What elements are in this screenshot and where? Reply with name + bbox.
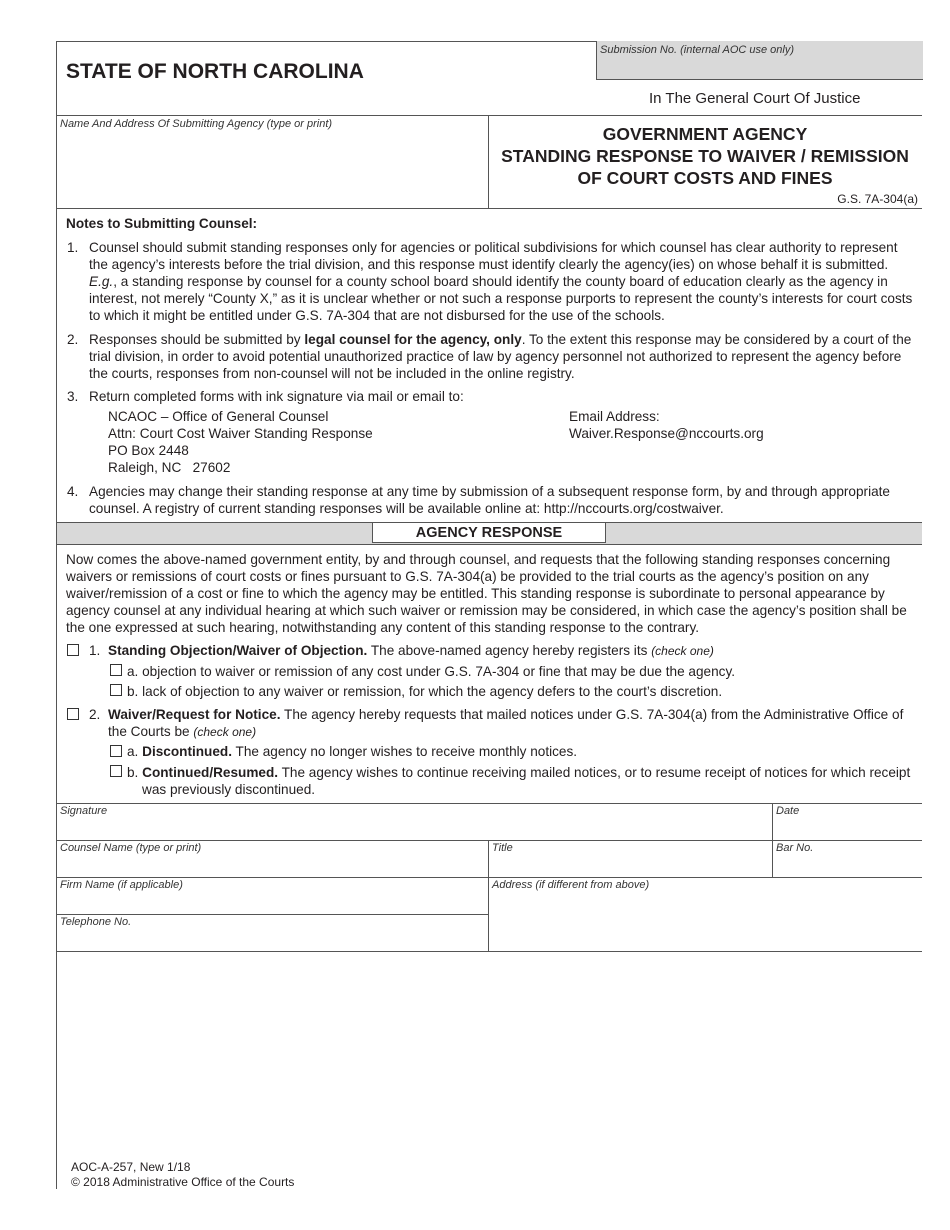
item-2a-prefix: a. (127, 744, 143, 759)
email-address: Waiver.Response@nccourts.org (569, 426, 764, 441)
left-border (56, 41, 57, 1189)
signature-field[interactable] (57, 804, 772, 840)
note-1-eg: E.g. (89, 274, 114, 289)
form-id: AOC-A-257, New 1/18 (71, 1160, 191, 1174)
address-label: Address (if different from above) (492, 879, 650, 891)
signature-label: Signature (60, 805, 108, 817)
mailing-address (108, 408, 373, 476)
item-1-checkbox[interactable] (67, 644, 79, 656)
address-line-4: Raleigh, NC 27602 (108, 460, 231, 475)
address-line-3: PO Box 2448 (108, 443, 189, 458)
item-2-heading: Waiver/Request for Notice. (108, 707, 281, 722)
item-1-heading: Standing Objection/Waiver of Objection. (108, 643, 368, 658)
submission-number-label: Submission No. (internal AOC use only) (600, 44, 795, 56)
item-1-number: 1. (89, 643, 101, 658)
item-1 (108, 642, 916, 660)
item-2b-checkbox[interactable] (110, 765, 122, 777)
note-2-text-b: . To the extent this response may be considered by a court of the trial division, in order to avoid potential unauthorized practice of law by agency personnel not authorized to represent the agency before the courts, responses from non-counsel will not be included in the online registry. (89, 332, 912, 381)
item-2-check-one: (check one) (193, 725, 257, 739)
agency-name-label: Name And Address Of Submitting Agency (type or print) (60, 118, 333, 130)
item-2-checkbox[interactable] (67, 708, 79, 720)
note-1-text-a: Counsel should submit standing responses only for agencies or political subdivisions for which counsel has clear authority to represent the agency’s interests before the trial division, and this response must identify clearly the agency(ies) on whose behalf it is submitted. (89, 240, 898, 272)
court-name: In The General Court Of Justice (649, 90, 861, 107)
note-2 (89, 331, 915, 382)
state-title: STATE OF NORTH CAROLINA (66, 60, 364, 83)
note-1 (89, 239, 915, 324)
item-2b-heading: Continued/Resumed. (142, 765, 279, 780)
title-label: Title (492, 842, 513, 854)
note-3: Return completed forms with ink signature via mail or email to: (89, 389, 464, 404)
item-2a-text: The agency no longer wishes to receive monthly notices. (232, 744, 578, 759)
form-title-line3: OF COURT COSTS AND FINES (577, 168, 833, 188)
note-4-number: 4. (67, 484, 79, 499)
item-2b-prefix: b. (127, 765, 143, 780)
email-block (569, 408, 764, 442)
item-1a-text: a. objection to waiver or remission of any cost under G.S. 7A-304 or fine that may be due the agency. (127, 664, 736, 679)
note-4: Agencies may change their standing response at any time by submission of a subsequent response form, by and through appropriate counsel. A registry of current standing responses will be available online at: http://nccourts.org/costwaiver. (89, 484, 890, 516)
form-title-line1: GOVERNMENT AGENCY (602, 124, 808, 144)
title-field[interactable] (489, 841, 772, 877)
date-label: Date (776, 805, 800, 817)
address-line-1: NCAOC – Office of General Counsel (108, 409, 329, 424)
agency-response-intro: Now comes the above-named government entity, by and through counsel, and requests that the following standing responses concerning waivers or remissions of court costs or fines pursuant to G.S. 7A-304(a) be provided to the trial courts as the agency’s position on any waiver/remission of a cost or fine to which the agency may be entitled. This standing response is subordinate to personal appearance by agency counsel at any individual hearing at which such waiver or remission may be considered, in which case the agency’s position shall be the one expressed at such hearing, notwithstanding any content of this standing response to the contrary. (66, 552, 907, 635)
notes-top-divider (56, 208, 922, 209)
item-2a-heading: Discontinued. (142, 744, 232, 759)
address-line-2: Attn: Court Cost Waiver Standing Response (108, 426, 373, 441)
item-1b-text: b. lack of objection to any waiver or remission, for which the agency defers to the court’s discretion. (127, 684, 723, 699)
item-2b (127, 764, 912, 798)
counsel-name-label: Counsel Name (type or print) (60, 842, 202, 854)
copyright: © 2018 Administrative Office of the Courts (71, 1175, 295, 1189)
note-1-number: 1. (67, 240, 79, 255)
notes-heading: Notes to Submitting Counsel: (66, 216, 258, 231)
email-label: Email Address: (569, 409, 660, 424)
item-2-number: 2. (89, 707, 101, 722)
item-2a-checkbox[interactable] (110, 745, 122, 757)
item-2-text: The agency hereby requests that mailed notices under G.S. 7A-304(a) from the Administrative Office of the Courts be (108, 707, 904, 739)
statute-reference: G.S. 7A-304(a) (837, 192, 918, 206)
item-2 (108, 706, 916, 741)
agency-response-heading: AGENCY RESPONSE (372, 522, 606, 543)
firm-name-label: Firm Name (if applicable) (60, 879, 183, 891)
form-title (489, 123, 921, 189)
form-title-line2: STANDING RESPONSE TO WAIVER / REMISSION (501, 146, 909, 166)
note-3-number: 3. (67, 389, 79, 404)
note-2-number: 2. (67, 332, 79, 347)
signature-bottom-line (56, 951, 922, 952)
item-2b-text: The agency wishes to continue receiving mailed notices, or to resume receipt of notices for which receipt was previously discontinued. (142, 765, 911, 797)
item-1b-checkbox[interactable] (110, 684, 122, 696)
note-1-text-b: , a standing response by counsel for a county school board should identify the county board of education clearly as the agency in interest, not merely “County X,” as it is unclear whether or not such a response purports to represent the county’s interests for court costs to which it might be entitled under G.S. 7A-304 that are not disbursed for the use of the schools. (89, 274, 913, 323)
note-2-text-a: Responses should be submitted by (89, 332, 305, 347)
item-2a (127, 743, 577, 760)
item-1a-checkbox[interactable] (110, 664, 122, 676)
note-2-bold: legal counsel for the agency, only (304, 332, 522, 347)
telephone-label: Telephone No. (60, 916, 132, 928)
item-1-text: The above-named agency hereby registers its (367, 643, 652, 658)
item-1-check-one: (check one) (651, 644, 714, 658)
bar-number-label: Bar No. (776, 842, 814, 854)
